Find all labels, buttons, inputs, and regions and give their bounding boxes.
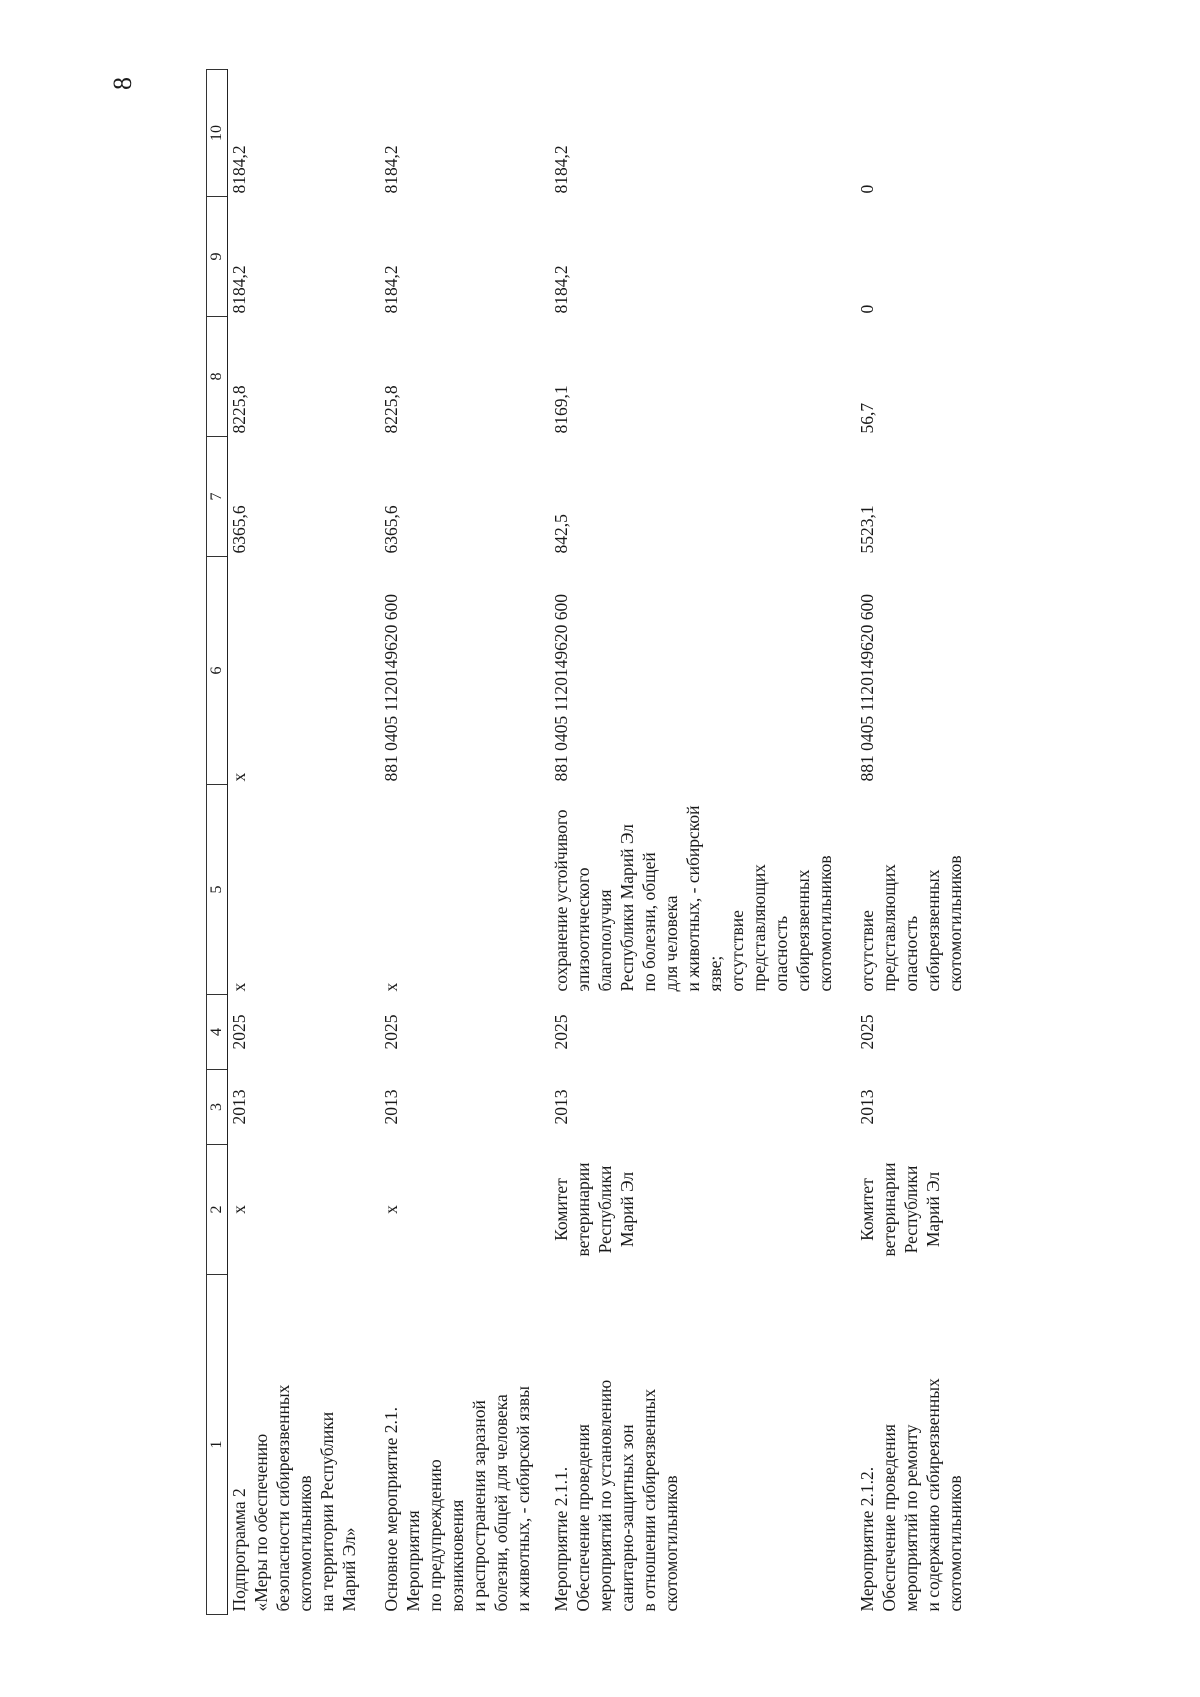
- column-header-1: 1: [207, 1275, 228, 1615]
- cell-line: отсутствие: [857, 910, 877, 992]
- cell-line: сохранение устойчивого: [551, 809, 571, 992]
- cell-line: в отношении сибиреязвенных: [639, 1388, 659, 1612]
- cell-col-9: 8184,2: [229, 265, 249, 314]
- cell-line: мероприятий по ремонту: [901, 1424, 921, 1612]
- cell-col-5: [228, 785, 381, 995]
- column-header-9: 9: [207, 197, 228, 317]
- cell-col-8: 8225,8: [229, 385, 249, 434]
- cell-line: эпизоотического: [573, 867, 593, 992]
- cell-line: x: [381, 1205, 401, 1214]
- cell-line: Основное мероприятие 2.1.: [381, 1406, 401, 1612]
- cell-line: Мероприятия: [403, 1510, 423, 1612]
- cell-line: Комитет: [551, 1178, 571, 1241]
- cell-col-2: [380, 1145, 550, 1275]
- page-number: 8: [108, 77, 137, 90]
- cell-line: Комитет: [857, 1178, 877, 1241]
- table-row: [228, 70, 381, 1615]
- cell-col-6: 881 0405 1120149620 600: [857, 594, 877, 782]
- cell-line: и животных, - сибирской язвы: [513, 1386, 533, 1612]
- cell-line: ветеринарии: [879, 1162, 899, 1257]
- cell-line: Республики: [901, 1165, 921, 1254]
- header-row: [207, 70, 228, 1615]
- cell-line: для человека: [661, 895, 681, 992]
- cell-line: ветеринарии: [573, 1162, 593, 1257]
- column-header-4: 4: [207, 995, 228, 1070]
- column-header-5: 5: [207, 785, 228, 995]
- cell-col-9: 8184,2: [381, 265, 401, 314]
- cell-col-3: 2013: [857, 1089, 877, 1125]
- cell-col-9: 8184,2: [551, 265, 571, 314]
- cell-col-4: 2025: [857, 1014, 877, 1050]
- cell-col-2: [550, 1145, 856, 1275]
- cell-col-8: 56,7: [857, 402, 877, 434]
- cell-col-9: 0: [857, 304, 877, 314]
- cell-line: Обеспечение проведения: [879, 1424, 899, 1612]
- column-header-10: 10: [207, 70, 228, 197]
- cell-line: сибиреязвенных: [793, 869, 813, 992]
- cell-col-4: 2025: [381, 1014, 401, 1050]
- cell-line: возникновения: [447, 1499, 467, 1612]
- cell-line: и животных, - сибирской: [683, 805, 703, 992]
- cell-line: Республики Марий Эл: [617, 824, 637, 992]
- table-row: [856, 70, 1036, 1615]
- cell-line: благополучия: [595, 889, 615, 992]
- cell-line: отсутствие: [727, 910, 747, 992]
- cell-line: болезни, общей для человека: [491, 1394, 511, 1612]
- cell-col-10: 0: [857, 184, 877, 194]
- cell-col-10: 8184,2: [551, 145, 571, 194]
- cell-col-5: [550, 785, 856, 995]
- cell-line: сибиреязвенных: [923, 869, 943, 992]
- column-header-3: 3: [207, 1070, 228, 1145]
- column-header-2: 2: [207, 1145, 228, 1275]
- cell-line: скотомогильников: [945, 855, 965, 992]
- cell-col-1: [228, 1275, 381, 1615]
- cell-line: опасность: [771, 915, 791, 992]
- cell-line: x: [229, 1205, 249, 1214]
- cell-col-3: 2013: [551, 1089, 571, 1125]
- cell-line: представляющих: [879, 864, 899, 992]
- cell-line: мероприятий по установлению: [595, 1379, 615, 1612]
- cell-col-2: [228, 1145, 381, 1275]
- cell-line: Подпрограмма 2: [229, 1488, 249, 1612]
- cell-col-6: 881 0405 1120149620 600: [381, 594, 401, 782]
- table-row: [550, 70, 856, 1615]
- cell-col-7: 6365,6: [381, 505, 401, 554]
- rotated-sheet: [108, 70, 1056, 1615]
- cell-col-5: [856, 785, 1036, 995]
- cell-col-8: 8225,8: [381, 385, 401, 434]
- cell-col-7: 5523,1: [857, 505, 877, 554]
- cell-line: Республики: [595, 1165, 615, 1254]
- cell-line: «Меры по обеспечению: [251, 1433, 271, 1612]
- cell-line: представляющих: [749, 864, 769, 992]
- cell-line: Марий Эл: [617, 1171, 637, 1248]
- cell-line: и распространения заразной: [469, 1400, 489, 1612]
- cell-line: x: [229, 982, 249, 992]
- cell-line: скотомогильников: [295, 1475, 315, 1612]
- cell-col-6: x: [229, 772, 249, 782]
- column-header-8: 8: [207, 317, 228, 437]
- cell-line: Мероприятие 2.1.2.: [857, 1466, 877, 1612]
- cell-line: язве;: [705, 955, 725, 992]
- cell-line: Марий Эл»: [339, 1527, 359, 1612]
- cell-line: и содержанию сибиреязвенных: [923, 1378, 943, 1612]
- cell-line: Марий Эл: [923, 1171, 943, 1248]
- cell-line: опасность: [901, 915, 921, 992]
- cell-col-10: 8184,2: [381, 145, 401, 194]
- cell-col-8: 8169,1: [551, 385, 571, 434]
- cell-col-3: 2013: [381, 1089, 401, 1125]
- cell-line: безопасности сибиреязвенных: [273, 1384, 293, 1612]
- cell-col-6: 881 0405 1120149620 600: [551, 594, 571, 782]
- cell-line: x: [381, 982, 401, 992]
- cell-col-7: 842,5: [551, 514, 571, 554]
- cell-line: санитарно-защитных зон: [617, 1424, 637, 1612]
- cell-col-4: 2025: [551, 1014, 571, 1050]
- cell-col-10: 8184,2: [229, 145, 249, 194]
- cell-col-1: [380, 1275, 550, 1615]
- program-table: [206, 69, 1036, 1615]
- cell-line: Обеспечение проведения: [573, 1424, 593, 1612]
- cell-line: по болезни, общей: [639, 852, 659, 992]
- cell-line: по предупреждению: [425, 1459, 445, 1612]
- column-header-7: 7: [207, 437, 228, 557]
- cell-col-2: [856, 1145, 1036, 1275]
- cell-line: скотомогильников: [661, 1475, 681, 1612]
- cell-col-3: 2013: [229, 1089, 249, 1125]
- cell-line: скотомогильников: [815, 855, 835, 992]
- cell-line: Мероприятие 2.1.1.: [551, 1466, 571, 1612]
- cell-col-7: 6365,6: [229, 505, 249, 554]
- column-header-6: 6: [207, 557, 228, 785]
- cell-line: скотомогильников: [945, 1475, 965, 1612]
- table-row: [380, 70, 550, 1615]
- cell-col-5: [380, 785, 550, 995]
- cell-col-4: 2025: [229, 1014, 249, 1050]
- cell-col-1: [550, 1275, 856, 1615]
- cell-line: на территории Республики: [317, 1411, 337, 1612]
- cell-col-1: [856, 1275, 1036, 1615]
